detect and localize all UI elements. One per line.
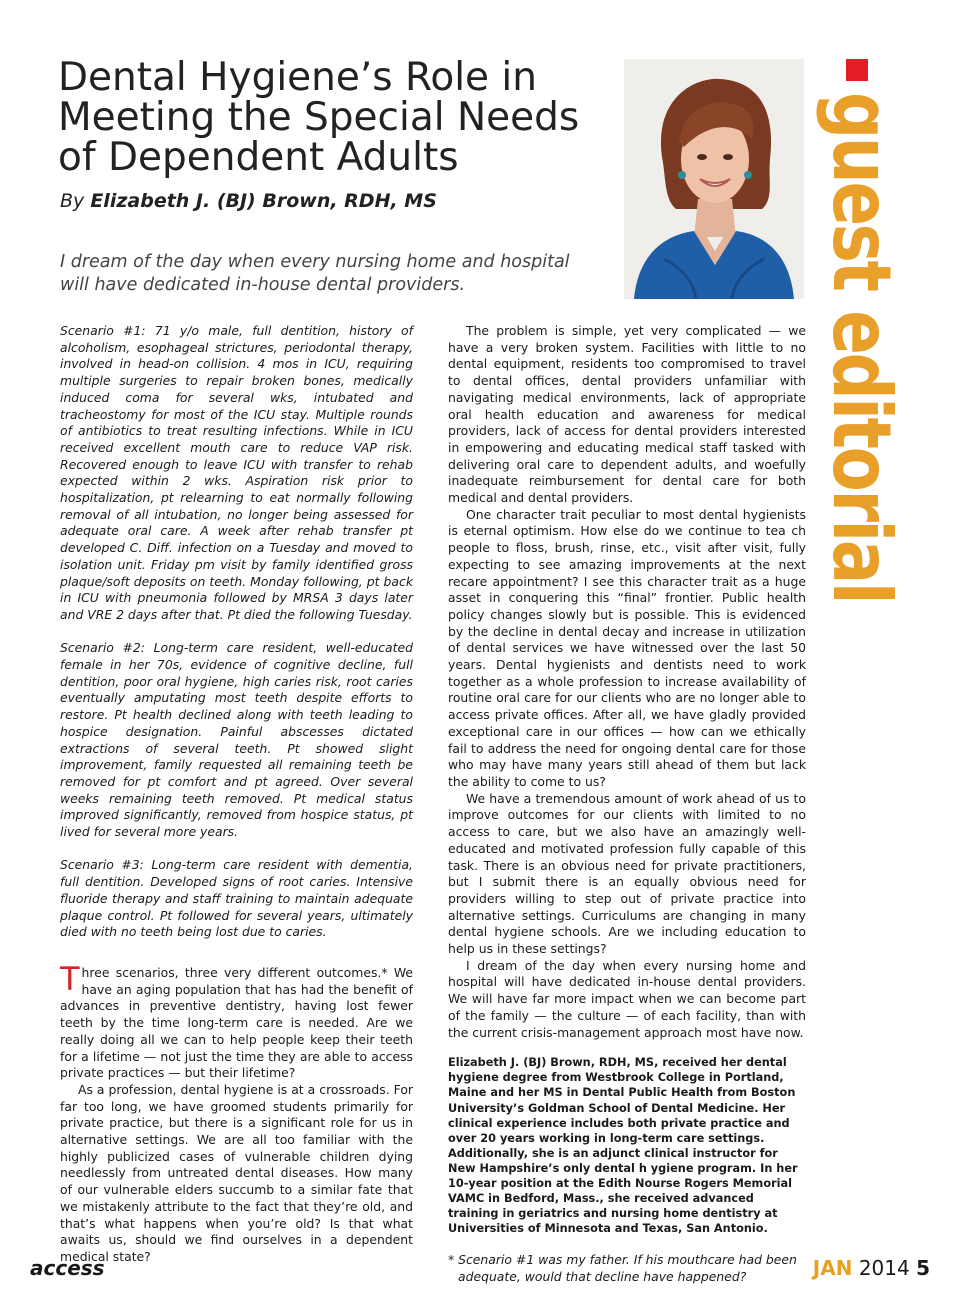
section-marker-square (846, 59, 868, 81)
issue-year: 2014 (858, 1256, 910, 1280)
drop-cap: T (60, 959, 80, 998)
left-column (60, 323, 413, 1266)
section-label-svg (812, 92, 912, 612)
scenario-2: Scenario #2: Long-term care resident, well-educated female in her 70s, evidence of cognitive decline, full dentition, poor oral hygiene, high caries risk, root caries eventually amputating most teeth despite efforts to restore. Pt health declined along with teeth leading to hospice designation. Painful abscesses dictated extractions of several teeth. Pt showed slight improvement, family requested all remaining teeth be removed for pt comfort and pt agreed. Over several weeks remaining teeth removed. Pt medical status improved significantly, removed from hospice status, pt lived for several more years. (60, 640, 413, 840)
body-paragraph-intro-text: hree scenarios, three very different outcomes.* We have an aging population that has had the benefit of advances in preventive dentistry, having lost fewer teeth by the time long-term care is needed. Are we really doing all we can to help people keep their teeth for a lifetime — not just the time they are able to access private practices — but their lifetime? (60, 964, 413, 1081)
body-paragraph: We have a tremendous amount of work ahead of us to improve outcomes for our clients with limited to no access to care, but we also have an amazingly well-educated and motivated profession fully capable of this task. There is an obvious need for private practitioners, but I submit there is an equally obvious need for providers willing to step out of private practice into alternative settings. Curriculums are changing in many dental hygiene schools. Are we including education to help us in these settings? (448, 790, 806, 957)
body-paragraph: One character trait peculiar to most dental hygienists is eternal optimism. How else do we continue to tea ch people to floss, brush, rinse, etc., visit after visit, fully expecting to see amazing improvements at the next recare appointment? I see this character trait as a huge asset in conquering this “final” frontier. Public health policy changes slowly but is possible. This is evidenced by the decline in dental decay and increase in utilization of dental services we have witnessed over the last 50 years. Dental hygienists and dentists need to work together as a whole profession to increase availability of routine oral care for our clients who are no longer able to access private offices. After all, we have gladly provided exceptional care in our offices — how can we ethically fail to address the need for ongoing dental care for those who may have many years still ahead of them but lack the ability to come to us? (448, 506, 806, 789)
body-paragraph: I dream of the day when every nursing home and hospital will have dedicated in-house dental providers. We will have far more impact when we can become part of the family — the culture — of each facility, than with the current crisis-management approach most have now. (448, 957, 806, 1040)
article-title: Dental Hygiene’s Role in Meeting the Special Needs of Dependent Adults (58, 55, 580, 180)
byline-prefix: By (60, 190, 85, 212)
author-portrait-illustration (624, 59, 804, 299)
magazine-name: access (30, 1256, 105, 1280)
page-number: 5 (916, 1256, 930, 1280)
scenario-1: Scenario #1: 71 y/o male, full dentition, history of alcoholism, esophageal strictures, periodontal therapy, involved in head-on collision. 4 mos in ICU, requiring multiple surgeries to repair broken bones, medically induced coma for several wks, intubated and tracheostomy for most of the ICU stay. Multiple rounds of antibiotics to treat resulting infections. While in ICU received excellent mouth care to reduce VAP risk. Recovered enough to leave ICU with transfer to rehab expected within 2 wks. Aspiration risk prior to hospitalization, pt relearning to eat normally following removal of all intubation, no longer being assessed for adequate oral care. A week after rehab transfer pt developed C. Diff. infection on a Tuesday and moved to isolation unit. Friday pm visit by family identified gross plaque/soft deposits on teeth. Monday following, pt back in ICU with pneumonia followed by MRSA 3 days later and VRE 2 days after that. Pt died the following Tuesday. (60, 323, 413, 622)
scenario-3: Scenario #3: Long-term care resident with dementia, full dentition. Developed signs of root caries. Intensive fluoride therapy and staff training to maintain adequate plaque control. Pt followed for several years, ultimately died with no teeth being lost due to caries. (60, 857, 413, 940)
body-paragraph: As a profession, dental hygiene is at a crossroads. For far too long, we have groomed students primarily for private practice, but there is a significant role for us in alternative settings. We are all too familiar with the highly publicized cases of vulnerable children dying needlessly from untreated dental diseases. How many of our vulnerable elders succumb to a similar fate that we mistakenly attribute to the fact that they’re old, and that’s what happens when you’re old? Is that what awaits us, should we find ourselves in a dependent medical state? (60, 1081, 413, 1264)
issue-month: JAN (812, 1256, 853, 1280)
pull-quote: I dream of the day when every nursing home and hospital will have dedicated in-house dental providers. (60, 252, 570, 295)
author-bio: Elizabeth J. (BJ) Brown, RDH, MS, received her dental hygiene degree from Westbrook College in Portland, Maine and her MS in Dental Public Health from Boston University’s Goldman School of Dental Medicine. Her clinical experience includes both private practice and over 20 years working in long-term care settings. Additionally, she is an adjunct clinical instructor for New Hampshire’s only dental h ygiene program. In her 10-year position at the Edith Nourse Rogers Memorial VAMC in Bedford, Mass., she received advanced training in geriatrics and nursing home dentistry at Universities of Minnesota and Texas, San Antonio. (448, 1056, 798, 1236)
footnote: * Scenario #1 was my father. If his mouthcare had been adequate, would that decline have happened? (448, 1252, 797, 1285)
section-label-text: guest editorial (815, 92, 908, 612)
body-paragraph: The problem is simple, yet very complicated — we have a very broken system. Facilities with little to no dental equipment, residents too compromised to travel to dental offices, dental providers unfamiliar with navigating medical environments, lack of appropriate oral health education and awareness for medical providers, lack of access for dental providers interested in empowering and educating medical staff tasked with delivering oral care to dependent adults, and woefully inadequate reimbursement for dental care for both medical and dental providers. (448, 323, 806, 506)
right-column (448, 323, 806, 1286)
author-photo (624, 59, 804, 299)
byline (60, 190, 437, 212)
issue-date (813, 1256, 930, 1280)
author-name: Elizabeth J. (BJ) Brown, RDH, MS (90, 190, 437, 212)
section-label (812, 92, 912, 612)
body-paragraph-intro (60, 959, 413, 1082)
